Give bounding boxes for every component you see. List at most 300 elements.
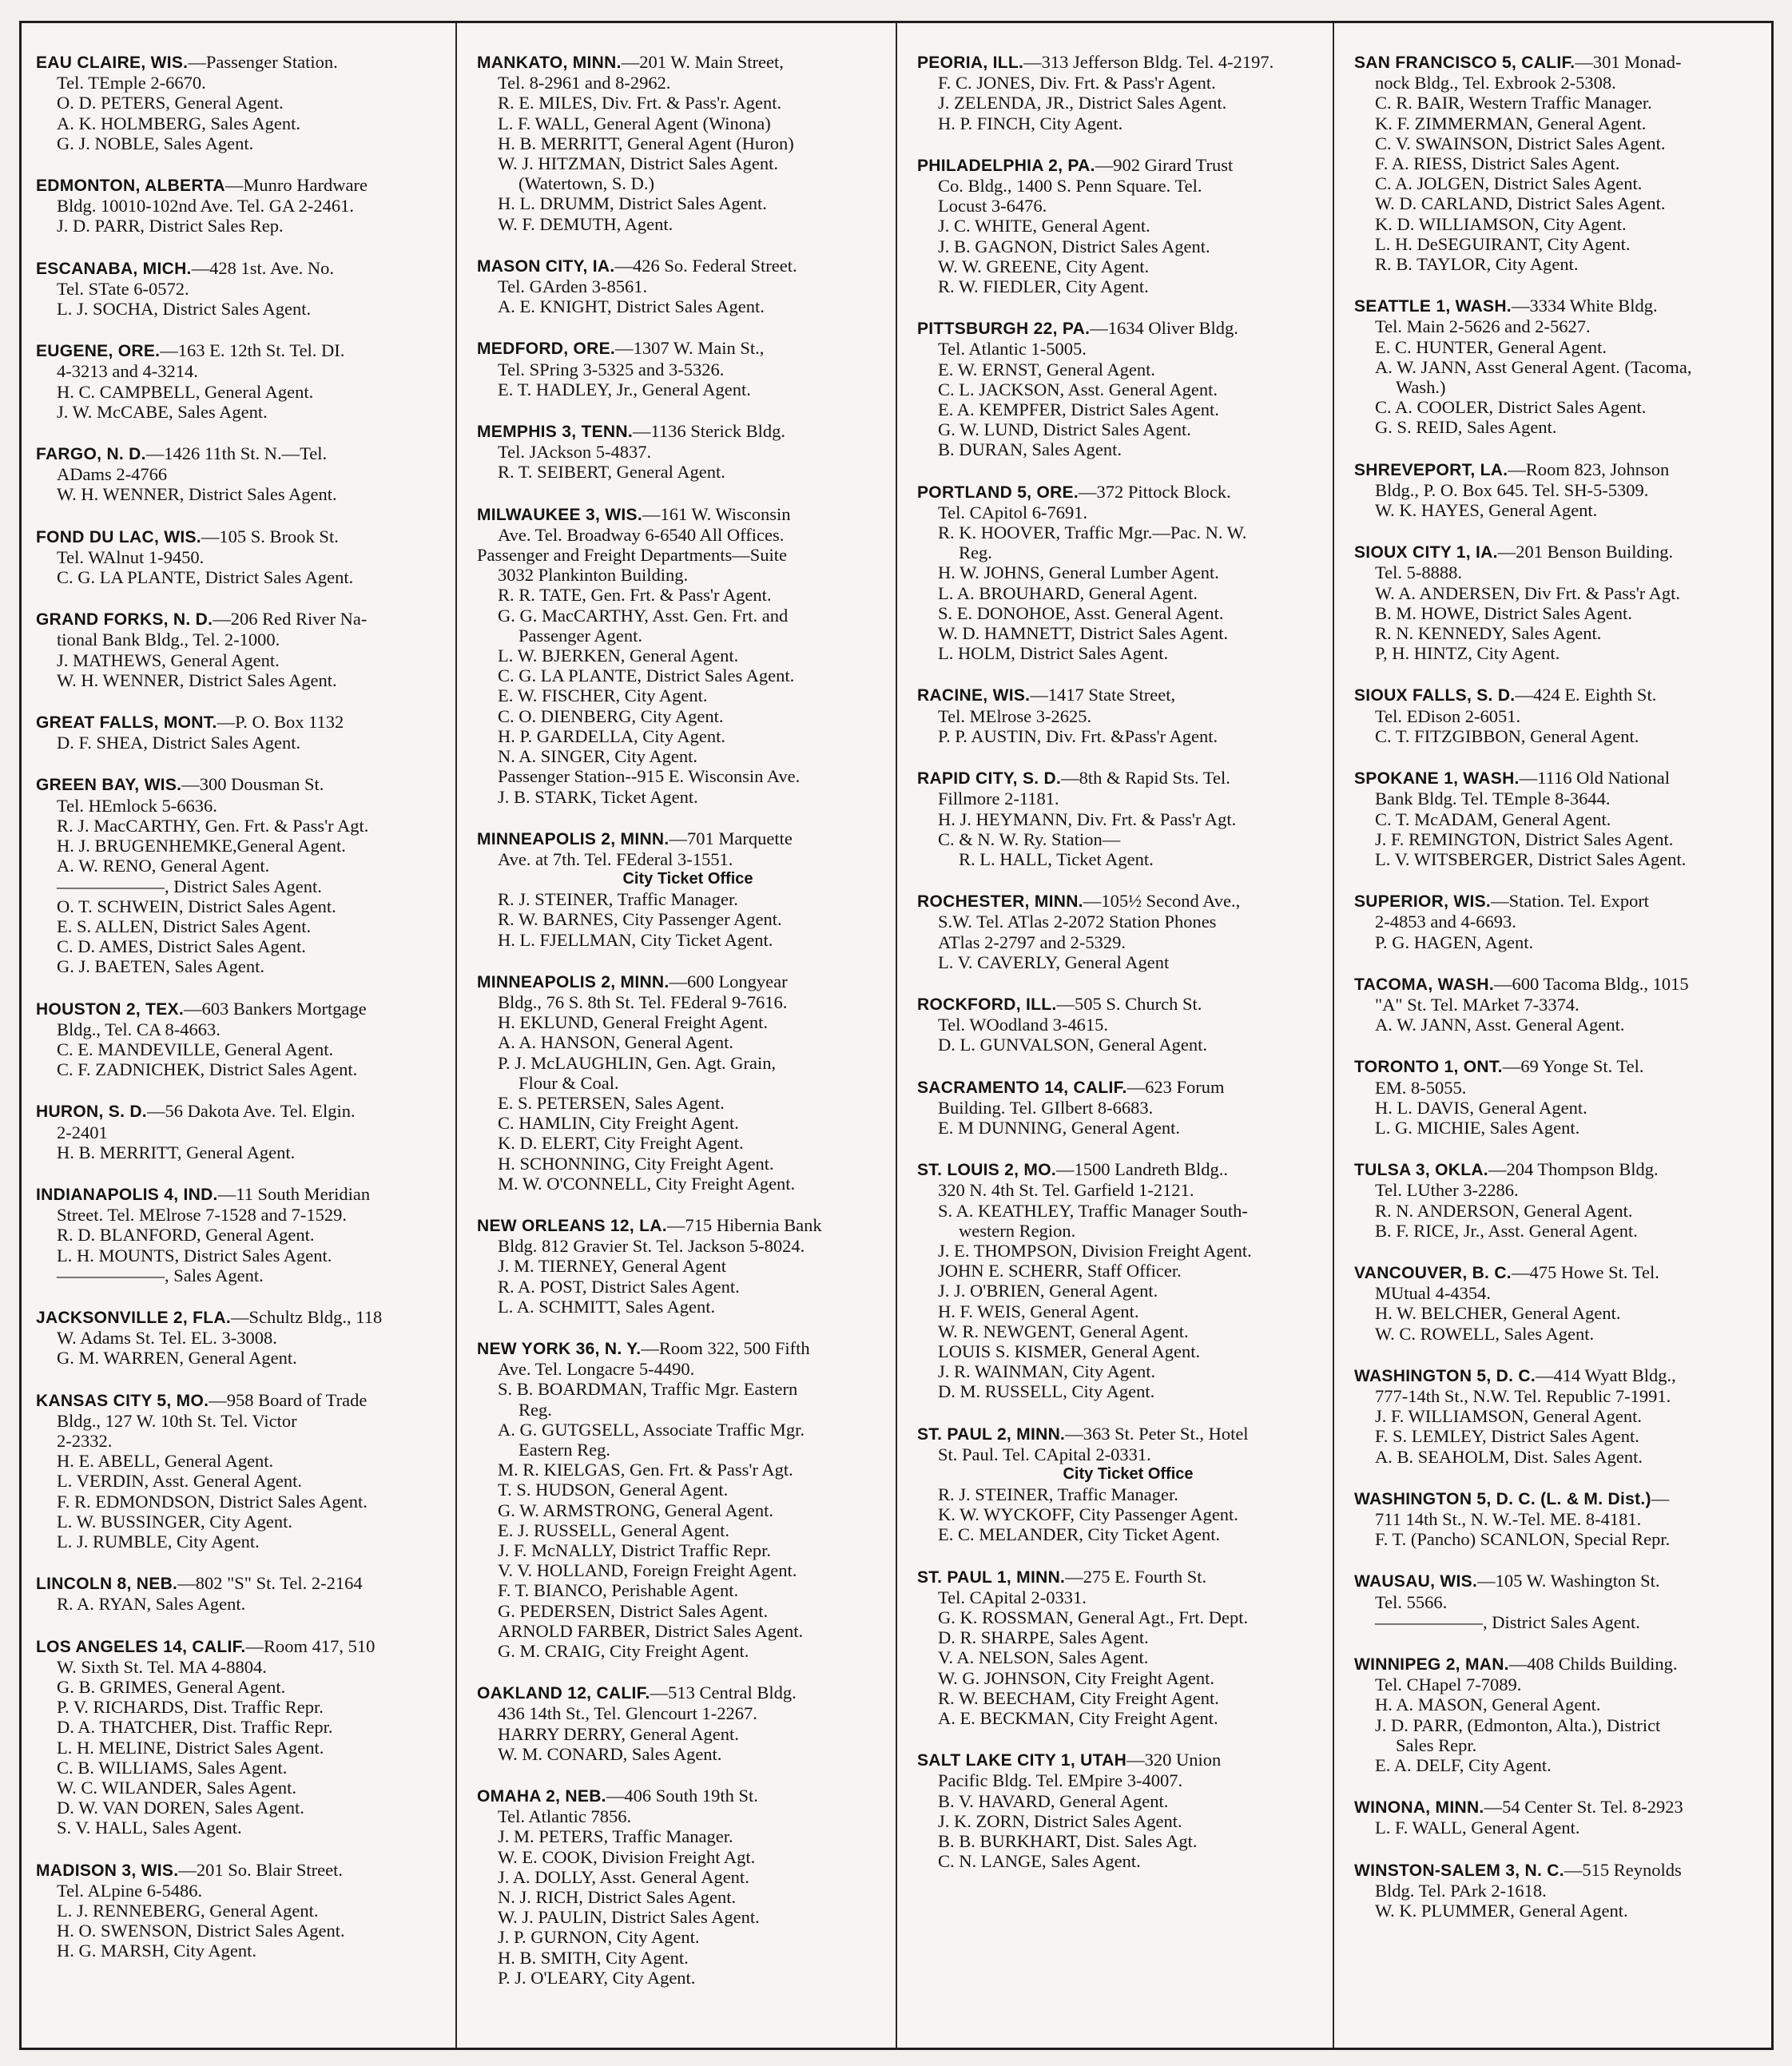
office-entry [36, 340, 458, 422]
office-address-line: 2-4853 and 4-6693. [1375, 912, 1516, 932]
office-city: FARGO, N. D. [36, 445, 146, 464]
office-address-text: —54 Center St. Tel. 8-2923 [1484, 1797, 1683, 1818]
office-address-line: Tel. 5566. [1375, 1591, 1448, 1612]
agent-listing: W. R. NEWGENT, General Agent. [938, 1321, 1189, 1341]
office-city: GREEN BAY, WIS. [36, 776, 182, 795]
agent-listing: R. D. BLANFORD, General Agent. [57, 1225, 315, 1246]
office-address-line [36, 1307, 458, 1328]
office-entry [36, 1860, 458, 1961]
office-address-text: —623 Forum [1126, 1076, 1225, 1097]
office-entry [917, 52, 1339, 133]
agent-listing: C. A. COOLER, District Sales Agent. [1375, 397, 1647, 418]
office-address-text: —701 Marquette [669, 828, 793, 848]
agent-listing: L. J. RUMBLE, City Agent. [57, 1531, 260, 1551]
office-entry [1354, 1860, 1776, 1921]
office-entry [477, 1338, 899, 1661]
office-city: MINNEAPOLIS 2, MINN. [477, 972, 670, 991]
office-address-line [36, 1184, 458, 1205]
agent-listing: G. M. WARREN, General Agent. [57, 1348, 297, 1369]
office-address-line [36, 1573, 458, 1594]
office-address-line: 4-3213 and 4-3214. [57, 361, 198, 382]
office-address-line [477, 1215, 899, 1236]
office-address-line: Tel. CHapel 7-7089. [1375, 1675, 1522, 1695]
agent-listing: Reg. [959, 542, 992, 563]
agent-listing: R. N. ANDERSON, General Agent. [1375, 1200, 1633, 1221]
agent-listing: B. DURAN, Sales Agent. [938, 439, 1122, 460]
office-address-text: —1136 Sterick Bldg. [633, 421, 786, 442]
office-address-line: 3032 Plankinton Building. [498, 565, 689, 586]
agent-listing: P. J. O'LEARY, City Agent. [498, 1967, 696, 1988]
office-address-line: W. Sixth St. Tel. MA 4-8804. [57, 1656, 267, 1677]
office-address-line: Bldg., Tel. CA 8-4663. [57, 1019, 221, 1039]
office-entry [917, 685, 1339, 746]
agent-listing: western Region. [959, 1220, 1076, 1241]
office-entry [36, 443, 458, 505]
agent-listing: O. T. SCHWEIN, District Sales Agent. [57, 896, 336, 916]
office-address-line [1354, 1262, 1776, 1283]
office-address-text: —Passenger Station. [188, 52, 338, 72]
agent-listing: C. F. ZADNICHEK, District Sales Agent. [57, 1059, 358, 1080]
agent-listing: R. R. TATE, Gen. Frt. & Pass'r Agent. [498, 585, 772, 606]
agent-listing: Passenger Agent. [519, 625, 642, 646]
agent-listing: H. G. MARSH, City Agent. [57, 1941, 257, 1961]
agent-listing: J. A. DOLLY, Asst. General Agent. [498, 1866, 749, 1887]
office-address-text: —300 Dousman St. [181, 774, 324, 795]
agent-listing: C. & N. W. Ry. Station— [938, 828, 1121, 849]
office-entry [917, 1750, 1339, 1871]
agent-listing: F. R. EDMONDSON, District Sales Agent. [57, 1491, 368, 1512]
office-address-text: —206 Red River Na- [213, 609, 368, 630]
agent-listing: H. F. WEIS, General Agent. [938, 1301, 1139, 1321]
office-address-line: "A" St. Tel. MArket 7-3374. [1375, 994, 1579, 1015]
office-address-line: Ave. Tel. Broadway 6-6540 All Offices. [498, 524, 785, 545]
office-address-text: —Room 417, 510 [245, 1635, 375, 1656]
office-city: OMAHA 2, NEB. [477, 1787, 606, 1806]
office-address-line: Tel. JAckson 5-4837. [498, 442, 652, 463]
office-address-line: 436 14th St., Tel. Glencourt 1-2267. [498, 1703, 757, 1724]
agent-listing: F. C. JONES, Div. Frt. & Pass'r Agent. [938, 73, 1216, 93]
agent-listing: ——————, Sales Agent. [57, 1265, 264, 1285]
office-entry [477, 256, 899, 317]
office-address-line: MUtual 4-4354. [1375, 1283, 1491, 1304]
office-address-line [1354, 685, 1776, 705]
office-entry [36, 1307, 458, 1369]
office-address-text: —Room 322, 500 Fifth [641, 1337, 810, 1358]
office-entry [1354, 52, 1776, 274]
office-entry [477, 971, 899, 1194]
office-city: EDMONTON, ALBERTA [36, 177, 225, 196]
office-address-line [917, 482, 1339, 503]
agent-listing: C. D. AMES, District Sales Agent. [57, 936, 306, 957]
office-address-line: Tel. Atlantic 1-5005. [938, 339, 1087, 360]
office-address-line [477, 971, 899, 992]
agent-listing: D. A. THATCHER, Dist. Traffic Repr. [57, 1717, 333, 1738]
office-address-line: Bldg., 76 S. 8th St. Tel. FEderal 9-7616. [498, 991, 788, 1012]
office-address-line [1354, 1571, 1776, 1591]
office-city: MEMPHIS 3, TENN. [477, 423, 633, 442]
office-address-line: Tel. HEmlock 5-6636. [57, 795, 217, 816]
agent-listing: J. B. STARK, Ticket Agent. [498, 786, 698, 807]
agent-listing: W. H. WENNER, District Sales Agent. [57, 669, 337, 690]
office-entry [477, 421, 899, 483]
office-address-line: Ave. at 7th. Tel. FEderal 3-1551. [498, 848, 733, 869]
office-address-line [477, 1786, 899, 1806]
agent-listing: E. W. ERNST, General Agent. [938, 359, 1156, 379]
agent-listing: L. HOLM, District Sales Agent. [938, 643, 1169, 664]
office-entry [1354, 974, 1776, 1035]
agent-listing: C. HAMLIN, City Freight Agent. [498, 1113, 739, 1134]
office-city: PEORIA, ILL. [917, 54, 1024, 72]
office-address-line: Tel. 5-8888. [1375, 562, 1463, 583]
office-address-text: —320 Union [1126, 1750, 1222, 1770]
office-address-line: 2-2401 [57, 1122, 108, 1142]
agent-listing: Sales Repr. [1396, 1734, 1477, 1755]
agent-listing: B. F. RICE, Jr., Asst. General Agent. [1375, 1220, 1638, 1241]
office-address-text: —161 W. Wisconsin [642, 503, 791, 524]
agent-listing: J. K. ZORN, District Sales Agent. [938, 1810, 1182, 1831]
office-entry [477, 1786, 899, 1988]
agent-listing: P. J. McLAUGHLIN, Gen. Agt. Grain, [498, 1052, 777, 1073]
agent-listing: W. G. JOHNSON, City Freight Agent. [938, 1667, 1215, 1688]
office-address-line: Tel. WOodland 3-4615. [938, 1015, 1108, 1035]
office-city: HOUSTON 2, TEX. [36, 999, 184, 1019]
office-city: PITTSBURGH 22, PA. [917, 320, 1091, 339]
office-entry [1354, 1654, 1776, 1775]
office-address-line: Tel. Main 2-5626 and 2-5627. [1375, 316, 1591, 337]
office-address-line [477, 828, 899, 849]
office-address-line: Tel. EDison 2-6051. [1375, 705, 1521, 726]
agent-listing: T. S. HUDSON, General Agent. [498, 1480, 729, 1500]
office-address-text: —958 Board of Trade [209, 1389, 368, 1410]
office-address-text: —414 Wyatt Bldg., [1536, 1365, 1676, 1385]
office-address-line [36, 1390, 458, 1411]
agent-listing: W. D. HAMNETT, District Sales Agent. [938, 623, 1229, 644]
agent-listing: D. W. VAN DOREN, Sales Agent. [57, 1798, 304, 1818]
office-city: JACKSONVILLE 2, FLA. [36, 1308, 232, 1327]
agent-listing: V. A. NELSON, Sales Agent. [938, 1647, 1149, 1668]
agent-listing: A. W. RENO, General Agent. [57, 856, 270, 876]
office-entry [1354, 1056, 1776, 1138]
office-city: ROCHESTER, MINN. [917, 892, 1083, 912]
agent-listing: R. T. SEIBERT, General Agent. [498, 462, 725, 483]
agent-listing: J. B. GAGNON, District Sales Agent. [938, 236, 1210, 256]
office-address-line [36, 175, 458, 196]
office-address-text: —301 Monad- [1575, 52, 1682, 72]
office-address-text: —902 Girard Trust [1095, 154, 1234, 175]
agent-listing: L. V. CAVERLY, General Agent [938, 952, 1170, 972]
office-address-line: W. Adams St. Tel. EL. 3-3008. [57, 1328, 277, 1349]
office-address-line [477, 504, 899, 525]
office-address-line: Bldg., 127 W. 10th St. Tel. Victor [57, 1410, 297, 1431]
agent-listing: G. K. ROSSMAN, General Agt., Frt. Dept. [938, 1607, 1249, 1627]
office-address-line: Tel. TEmple 2-6670. [57, 73, 206, 93]
office-address-line [1354, 1488, 1776, 1509]
agent-listing: H. EKLUND, General Freight Agent. [498, 1012, 769, 1033]
agent-listing: Flour & Coal. [519, 1072, 619, 1093]
office-address-text: —1634 Oliver Bldg. [1090, 318, 1238, 339]
agent-listing: J. P. GURNON, City Agent. [498, 1927, 700, 1948]
office-city: WASHINGTON 5, D. C. [1354, 1366, 1536, 1385]
office-subheading: City Ticket Office [622, 870, 753, 888]
office-address-line: Street. Tel. MElrose 7-1528 and 7-1529. [57, 1205, 347, 1226]
agent-listing: E. M DUNNING, General Agent. [938, 1117, 1181, 1138]
office-address-text: —406 South 19th St. [606, 1786, 758, 1806]
office-address-line: EM. 8-5055. [1375, 1077, 1467, 1098]
agent-listing: A. G. GUTGSELL, Associate Traffic Mgr. [498, 1419, 805, 1440]
office-address-text: —105 W. Washington St. [1477, 1571, 1660, 1591]
office-address-line [36, 712, 458, 733]
office-address-line: Tel. SPring 3-5325 and 3-5326. [498, 359, 725, 379]
agent-listing: W. F. DEMUTH, Agent. [498, 213, 673, 234]
agent-listing: H. B. MERRITT, General Agent. [57, 1142, 296, 1162]
agent-listing: H. B. MERRITT, General Agent (Huron) [498, 133, 794, 153]
office-entry [917, 318, 1339, 459]
agent-listing: R. W. BEECHAM, City Freight Agent. [938, 1687, 1219, 1708]
office-city: LINCOLN 8, NEB. [36, 1575, 178, 1594]
agent-listing: A. A. HANSON, General Agent. [498, 1032, 733, 1053]
office-address-line: Tel. 8-2961 and 8-2962. [498, 73, 671, 93]
agent-listing: ——————, District Sales Agent. [57, 876, 322, 896]
office-address-line [477, 338, 899, 359]
office-city: HURON, S. D. [36, 1103, 147, 1122]
agent-listing: HARRY DERRY, General Agent. [498, 1723, 739, 1744]
agent-listing: R. N. KENNEDY, Sales Agent. [1375, 623, 1602, 644]
agent-listing: L. J. SOCHA, District Sales Agent. [57, 299, 312, 320]
agent-listing: E. S. PETERSEN, Sales Agent. [498, 1092, 725, 1113]
office-city: EUGENE, ORE. [36, 342, 161, 361]
agent-listing: ARNOLD FARBER, District Sales Agent. [498, 1620, 804, 1641]
agent-listing: A. W. JANN, Asst General Agent. (Tacoma, [1375, 356, 1692, 377]
agent-listing: H. P. GARDELLA, City Agent. [498, 725, 726, 746]
agent-listing: H. L. DAVIS, General Agent. [1375, 1097, 1587, 1118]
office-address-line [917, 1750, 1339, 1770]
agent-listing: L. G. MICHIE, Sales Agent. [1375, 1117, 1580, 1138]
directory-column-4 [1354, 52, 1776, 1942]
office-entry [36, 774, 458, 976]
agent-listing: G. G. MacCARTHY, Asst. Gen. Frt. and [498, 605, 789, 626]
office-address-line: Tel. MElrose 3-2625. [938, 705, 1092, 726]
office-entry [477, 504, 899, 807]
office-city: ST. PAUL 1, MINN. [917, 1567, 1066, 1587]
office-entry [36, 999, 458, 1080]
office-entry [36, 1184, 458, 1285]
office-city: WINONA, MINN. [1354, 1798, 1484, 1818]
agent-listing: R. W. BARNES, City Passenger Agent. [498, 909, 782, 930]
office-city: OAKLAND 12, CALIF. [477, 1684, 650, 1703]
office-city: WAUSAU, WIS. [1354, 1572, 1478, 1591]
agent-listing: C. L. JACKSON, Asst. General Agent. [938, 379, 1218, 399]
agent-listing: G. PEDERSEN, District Sales Agent. [498, 1600, 769, 1621]
office-address-line: Bldg. 10010-102nd Ave. Tel. GA 2-2461. [57, 196, 354, 217]
agent-listing: H. W. JOHNS, General Lumber Agent. [938, 562, 1219, 583]
agent-listing: C. N. LANGE, Sales Agent. [938, 1851, 1141, 1872]
office-address-line [1354, 1797, 1776, 1818]
office-address-line: Bldg. Tel. PArk 2-1618. [1375, 1880, 1547, 1901]
office-address-text: —105 S. Brook St. [201, 526, 339, 546]
agent-listing: H. W. BELCHER, General Agent. [1375, 1303, 1621, 1324]
agent-listing: R. J. MacCARTHY, Gen. Frt. & Pass'r Agt. [57, 815, 369, 836]
agent-listing: E. C. MELANDER, City Ticket Agent. [938, 1524, 1221, 1545]
office-subheading: City Ticket Office [1063, 1464, 1194, 1483]
agent-listing: R. J. STEINER, Traffic Manager. [498, 889, 738, 910]
office-address-line [1354, 1654, 1776, 1675]
agent-listing: R. E. MILES, Div. Frt. & Pass'r. Agent. [498, 93, 782, 113]
agent-listing: C. T. FITZGIBBON, General Agent. [1375, 725, 1639, 746]
office-address-line [917, 1077, 1339, 1098]
agent-listing: W. J. HITZMAN, District Sales Agent. [498, 153, 779, 174]
office-address-text: —163 E. 12th St. Tel. DI. [160, 340, 345, 361]
office-address-text: —Station. Tel. Export [1491, 891, 1650, 912]
office-address-text: —1426 11th St. N.—Tel. [145, 443, 328, 464]
office-address-line [1354, 891, 1776, 912]
office-city: ST. LOUIS 2, MO. [917, 1161, 1056, 1180]
office-address-line [36, 340, 458, 361]
agent-listing: J. R. WAINMAN, City Agent. [938, 1361, 1156, 1382]
agent-listing: P. P. AUSTIN, Div. Frt. &Pass'r Agent. [938, 725, 1218, 746]
office-address-line [917, 318, 1339, 339]
office-address-text: —Schultz Bldg., 118 [231, 1306, 383, 1327]
agent-listing: H. A. MASON, General Agent. [1375, 1695, 1601, 1715]
office-entry [917, 1159, 1339, 1401]
office-address-line [1354, 1860, 1776, 1881]
office-address-text: —275 E. Fourth St. [1065, 1566, 1207, 1587]
office-address-line [477, 421, 899, 442]
office-entry [1354, 1488, 1776, 1550]
office-address-line [917, 994, 1339, 1015]
office-address-line [917, 1159, 1339, 1180]
agent-listing: G. M. CRAIG, City Freight Agent. [498, 1641, 749, 1662]
office-address-line [1354, 1365, 1776, 1386]
agent-listing: L. V. WITSBERGER, District Sales Agent. [1375, 848, 1687, 869]
agent-listing: J. F. REMINGTON, District Sales Agent. [1375, 828, 1674, 849]
office-entry [36, 1390, 458, 1552]
office-address-text: —1500 Landreth Bldg.. [1056, 1159, 1228, 1180]
office-entry [36, 1101, 458, 1162]
office-entry [477, 828, 899, 950]
office-address-line [477, 1338, 899, 1359]
office-address-text: —715 Hibernia Bank [666, 1214, 822, 1235]
agent-listing: R. W. FIEDLER, City Agent. [938, 276, 1149, 297]
office-city: MANKATO, MINN. [477, 54, 622, 72]
office-entry [917, 768, 1339, 869]
agent-listing: D. L. GUNVALSON, General Agent. [938, 1035, 1208, 1055]
agent-listing: G. B. GRIMES, General Agent. [57, 1677, 286, 1697]
office-address-line [1354, 1159, 1776, 1180]
office-address-line: 320 N. 4th St. Tel. Garfield 1-2121. [938, 1180, 1194, 1201]
office-address-line: Pacific Bldg. Tel. EMpire 3-4007. [938, 1770, 1183, 1791]
directory-column-2 [477, 52, 899, 2009]
agent-listing: P. V. RICHARDS, Dist. Traffic Repr. [57, 1697, 324, 1718]
agent-listing: V. V. HOLLAND, Foreign Freight Agent. [498, 1560, 797, 1581]
agent-listing: Wash.) [1396, 377, 1446, 398]
agent-listing: L. J. RENNEBERG, General Agent. [57, 1901, 319, 1921]
office-address-line [36, 1860, 458, 1881]
office-address-line [36, 609, 458, 630]
agent-listing: P, H. HINTZ, City Agent. [1375, 643, 1560, 664]
agent-listing: L. W. BJERKEN, General Agent. [498, 646, 739, 666]
agent-listing: A. E. KNIGHT, District Sales Agent. [498, 296, 765, 317]
agent-listing: C. A. JOLGEN, District Sales Agent. [1375, 173, 1643, 194]
agent-listing: J. E. THOMPSON, Division Freight Agent. [938, 1240, 1252, 1261]
agent-listing: W. W. GREENE, City Agent. [938, 256, 1150, 276]
agent-listing: W. H. WENNER, District Sales Agent. [57, 484, 337, 505]
agent-listing: W. A. ANDERSEN, Div Frt. & Pass'r Agt. [1375, 582, 1681, 603]
agent-listing: K. F. ZIMMERMAN, General Agent. [1375, 113, 1647, 133]
office-address-line: Bank Bldg. Tel. TEmple 8-3644. [1375, 789, 1611, 809]
office-address-line: ATlas 2-2797 and 2-5329. [938, 932, 1126, 952]
agent-listing: H. J. HEYMANN, Div. Frt. & Pass'r Agt. [938, 809, 1237, 829]
agent-listing: F. A. RIESS, District Sales Agent. [1375, 153, 1620, 174]
office-address-line [1354, 974, 1776, 995]
office-address-line: Fillmore 2-1181. [938, 789, 1059, 809]
agent-listing: N. A. SINGER, City Agent. [498, 746, 698, 767]
office-city: GRAND FORKS, N. D. [36, 610, 213, 630]
office-entry [1354, 685, 1776, 746]
agent-listing: JOHN E. SCHERR, Staff Officer. [938, 1261, 1182, 1281]
office-address-line [36, 526, 458, 547]
agent-listing: G. W. ARMSTRONG, General Agent. [498, 1500, 773, 1520]
agent-listing: J. D. PARR, District Sales Rep. [57, 216, 284, 236]
office-city: NEW YORK 36, N. Y. [477, 1339, 642, 1358]
office-address-text: —1116 Old National [1519, 768, 1670, 789]
office-address-line [917, 768, 1339, 789]
office-address-text: —1417 State Street, [1030, 685, 1176, 705]
office-address-text: —428 1st. Ave. No. [191, 257, 335, 278]
office-address-line: Bldg. 812 Gravier St. Tel. Jackson 5-8024. [498, 1236, 805, 1257]
agent-listing: G. S. REID, Sales Agent. [1375, 417, 1557, 438]
agent-listing: W. K. PLUMMER, General Agent. [1375, 1901, 1628, 1921]
office-address-text: —P. O. Box 1132 [217, 712, 344, 733]
agent-listing: S. V. HALL, Sales Agent. [57, 1818, 242, 1838]
agent-listing: N. J. RICH, District Sales Agent. [498, 1887, 737, 1908]
office-city: TULSA 3, OKLA. [1354, 1161, 1488, 1180]
office-city: SAN FRANCISCO 5, CALIF. [1354, 54, 1575, 72]
agent-listing: G. J. NOBLE, Sales Agent. [57, 133, 254, 153]
agent-listing: E. W. FISCHER, City Agent. [498, 685, 708, 706]
office-address-text: —408 Childs Building. [1508, 1654, 1678, 1674]
agent-listing: E. T. HADLEY, Jr., General Agent. [498, 379, 751, 399]
office-address-text: —204 Thompson Bldg. [1488, 1159, 1659, 1180]
office-address-line [1354, 1056, 1776, 1077]
office-address-line [1354, 542, 1776, 562]
office-address-text: —313 Jefferson Bldg. Tel. 4-2197. [1023, 52, 1274, 72]
office-address-line: Tel. Atlantic 7856. [498, 1806, 632, 1827]
office-city: WINNIPEG 2, MAN. [1354, 1655, 1509, 1674]
agent-listing: J. ZELENDA, JR., District Sales Agent. [938, 93, 1227, 113]
office-address-line [917, 52, 1339, 73]
office-address-line: Tel. CApitol 6-7691. [938, 502, 1088, 522]
agent-listing: A. W. JANN, Asst. General Agent. [1375, 1015, 1625, 1035]
agent-listing: A. B. SEAHOLM, Dist. Sales Agent. [1375, 1446, 1643, 1467]
agent-listing: L. W. BUSSINGER, City Agent. [57, 1511, 293, 1532]
office-city: ESCANABA, MICH. [36, 259, 192, 278]
office-address-text: —201 W. Main Street, [621, 52, 784, 72]
office-city: SUPERIOR, WIS. [1354, 892, 1492, 912]
office-address-text: —802 "S" St. Tel. 2-2164 [177, 1573, 363, 1594]
agent-listing: H. J. BRUGENHEMKE,General Agent. [57, 836, 346, 856]
office-address-line [36, 774, 458, 795]
agent-listing: J. F. WILLIAMSON, General Agent. [1375, 1406, 1642, 1427]
agent-listing: S. A. KEATHLEY, Traffic Manager South- [938, 1200, 1248, 1221]
agent-listing: H. L. DRUMM, District Sales Agent. [498, 193, 767, 214]
office-entry [1354, 1797, 1776, 1838]
office-entry [36, 52, 458, 153]
agent-listing: R. A. RYAN, Sales Agent. [57, 1594, 246, 1615]
office-entry [36, 258, 458, 320]
office-entry [1354, 768, 1776, 869]
agent-listing: H. SCHONNING, City Freight Agent. [498, 1153, 774, 1174]
agent-listing: D. R. SHARPE, Sales Agent. [938, 1627, 1149, 1648]
